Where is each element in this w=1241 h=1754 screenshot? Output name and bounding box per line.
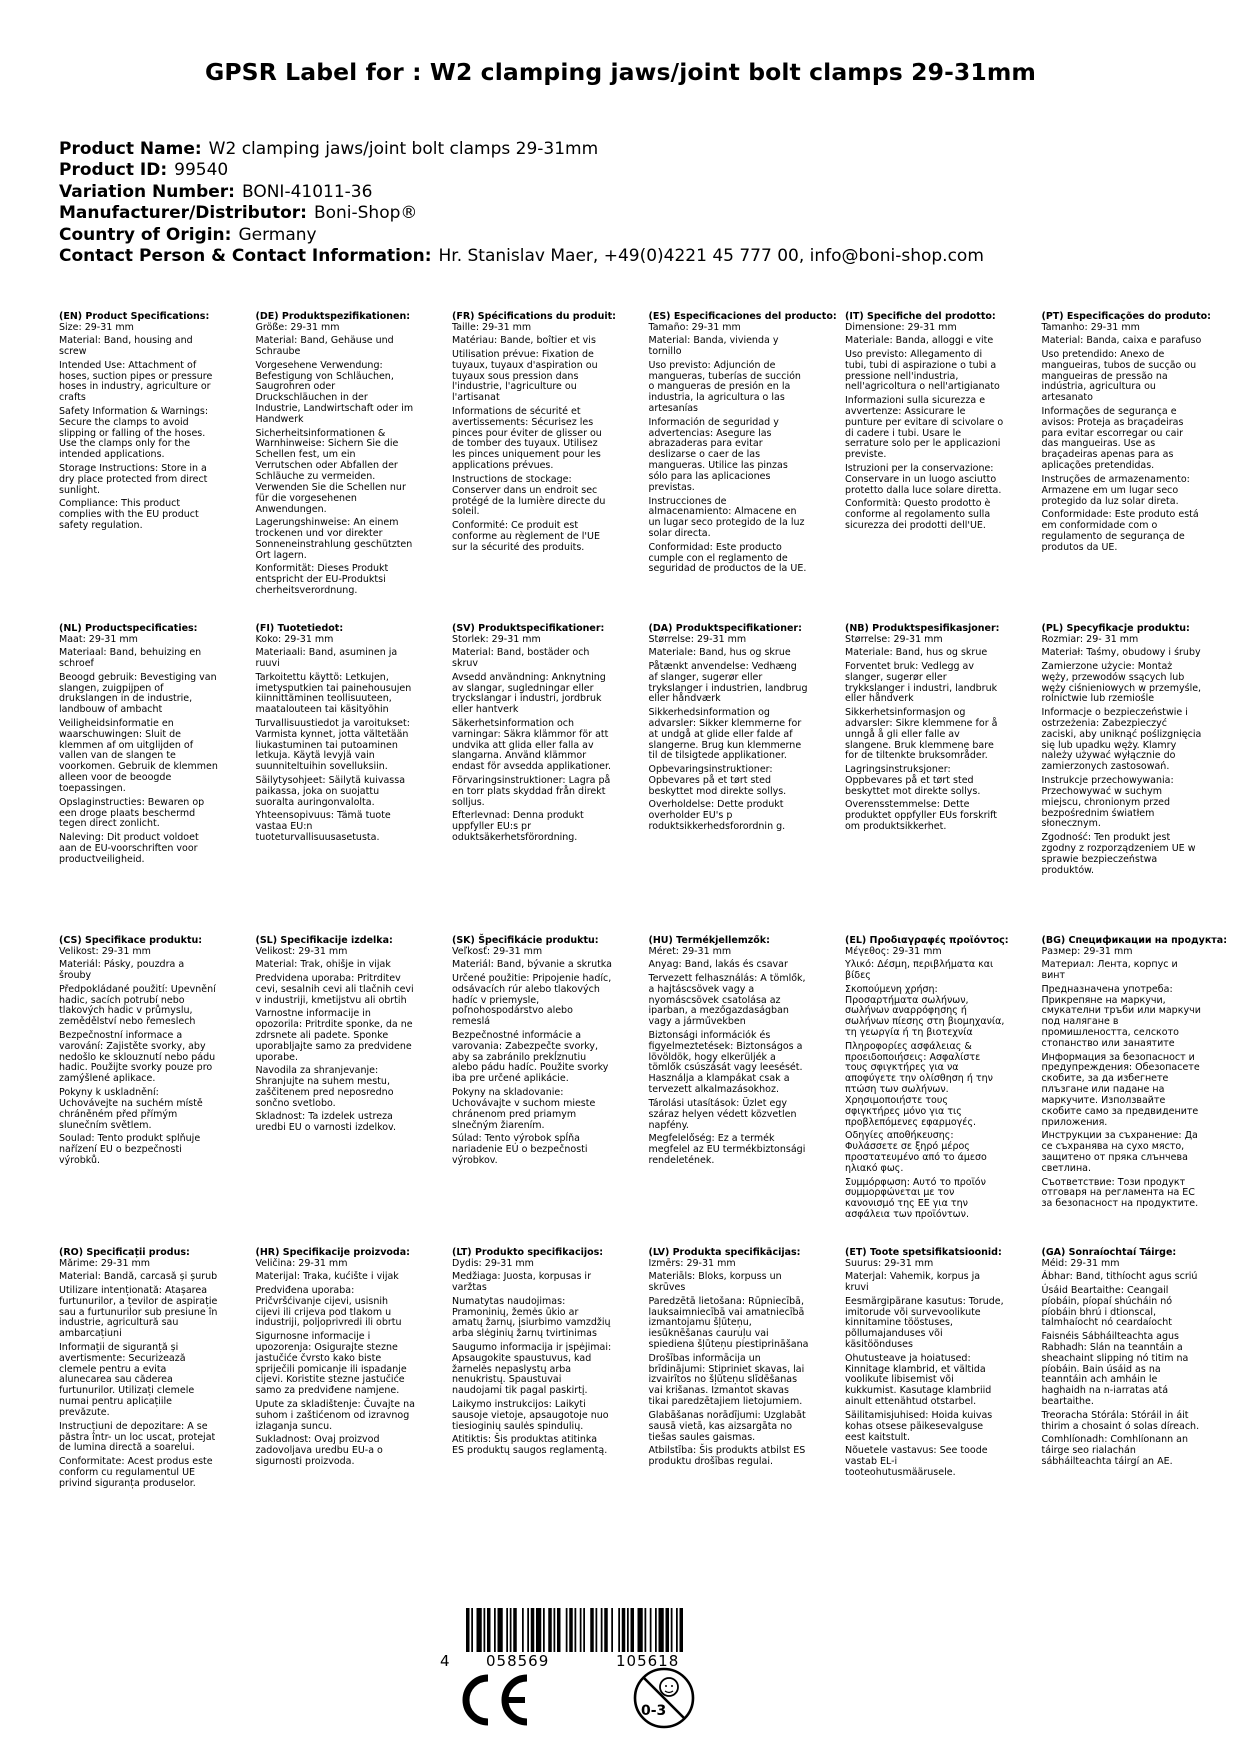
language-paragraph: Conformità: Questo prodotto è conforme al regolamento sulla sicurezza dei prodotti dell'UE. (845, 498, 991, 531)
language-heading: (EN) Product Specifications: (59, 311, 210, 322)
language-paragraph: Material: Band, bostäder och skruv (452, 647, 590, 670)
language-paragraph: Určené použitie: Pripojenie hadíc, odsávacích rúr alebo tlakových hadíc v priemysle, poľnohospodárstvo alebo remeslá (452, 972, 612, 1028)
barcode-bar (498, 1608, 503, 1652)
language-block (845, 935, 1009, 1224)
barcode-bar (671, 1608, 673, 1652)
language-paragraph: Nõuetele vastavus: See toode vastab EL-i tooteohutusmäärusele. (845, 1444, 988, 1478)
language-paragraph: Veiligheidsinformatie en waarschuwingen: Sluit de klemmen af om uitglijden of vallen van de slangen te voorkomen. Gebruik de klemmen alleen voor de beoogde toepassingen. (59, 717, 218, 795)
barcode-bar (557, 1608, 561, 1652)
product-info-row (59, 182, 984, 203)
language-row (59, 311, 1239, 597)
language-paragraph: Beoogd gebruik: Bevestiging van slangen, zuigpijpen of drukslangen in de industrie, landbouw of ambacht (59, 671, 217, 716)
language-paragraph: Conformité: Ce produit est conforme au règlement de l'UE sur la sécurité des produits. (452, 519, 600, 553)
barcode-bar (676, 1608, 678, 1652)
barcode-bar (590, 1608, 594, 1652)
language-paragraph: Navodila za shranjevanje: Shranjujte na suhem mestu, zaščitenem pred neposredno sončno svetlobo. (255, 1064, 394, 1109)
language-paragraph: Instrucciones de almacenamiento: Almacene en un lugar seco protegido de la luz solar directa. (648, 495, 805, 540)
language-block (256, 936, 416, 1136)
language-paragraph: Méid: 29-31 mm (1041, 1257, 1120, 1269)
language-paragraph: Varnostne informacije in opozorila: Pritrdite sponke, da ne zdrsnete ali padete. Sponke uporabljajte samo za predvidene uporabe. (255, 1007, 413, 1063)
language-block (256, 312, 416, 600)
language-paragraph: Koko: 29-31 mm (255, 633, 334, 645)
language-paragraph: Materijal: Traka, kućište i vijak (255, 1271, 399, 1283)
language-paragraph: Pokyny na skladovanie: Uchovávajte v suchom mieste chránenom pred priamym slnečným žiarením. (452, 1086, 596, 1131)
language-paragraph: Informations de sécurité et avertissements: Sécurisez les pinces pour éviter de glisser ou de tomber des tuyaux. Utilisez les pinces uniquement pour les applications prévues. (452, 405, 602, 472)
barcode-bar (666, 1608, 670, 1652)
language-block (649, 624, 809, 835)
language-paragraph: Materiaal: Band, behuizing en schroef (59, 647, 202, 670)
language-paragraph: Size: 29-31 mm (59, 321, 134, 333)
language-paragraph: Instrucțiuni de depozitare: A se păstra într- un loc uscat, protejat de lumina directă a soarelui. (59, 1420, 216, 1454)
product-info-value: 99540 (174, 160, 229, 181)
language-paragraph: Предназначена употреба: Прикрепяне на маркучи, смукателни тръби или маркучи под налягане в промишлеността, селското стопанство или занаятите (1041, 983, 1201, 1050)
language-block (452, 624, 612, 846)
language-row (59, 935, 1239, 1221)
language-block (256, 1248, 416, 1470)
language-row (59, 624, 1239, 904)
language-heading: (SV) Produktspecifikationer: (452, 623, 605, 634)
language-paragraph: Информация за безопасност и предупреждения: Обезопасете скобите, за да избегнете плъзгане или падане на маркучите. Използвайте скобите само за предвидените приложения. (1041, 1051, 1200, 1128)
language-paragraph: Anyag: Band, lakás és csavar (648, 959, 788, 971)
language-paragraph: Súlad: Tento výrobok spĺňa nariadenie EÚ o bezpečnosti výrobkov. (452, 1132, 588, 1166)
product-info-row (59, 246, 984, 267)
language-block (59, 624, 219, 868)
barcode-bar (484, 1608, 486, 1652)
language-paragraph: Lagringsinstruksjoner: Oppbevares på et tørt sted beskyttet mot direkte sollys. (845, 763, 981, 797)
language-paragraph: Izmērs: 29-31 mm (648, 1257, 736, 1269)
language-paragraph: Uso pretendido: Anexo de mangueiras, tubos de sucção ou mangueiras de pressão na indústria, agricultura ou artesanato (1041, 348, 1197, 404)
language-paragraph: Инструкции за съхранение: Да се съхранява на сухо място, защитено от пряка слънчева светлина. (1041, 1130, 1198, 1175)
language-heading: (LV) Produkta specifikācijas: (648, 1247, 801, 1258)
language-heading: (EL) Προδιαγραφές προϊόντος: (845, 935, 1009, 946)
language-paragraph: Material: Band, housing and screw (59, 335, 193, 358)
barcode-bar (659, 1608, 664, 1652)
language-heading: (DE) Produktspezifikationen: (255, 311, 411, 322)
barcode-bar (487, 1608, 491, 1652)
barcode-bar (566, 1608, 568, 1652)
language-paragraph: Tervezett felhasználás: A tömlők, a hajtáscsövek vagy a nyomáscsövek csatolása az iparban, a mezőgazdaságban vagy a járművekben (648, 972, 806, 1028)
language-block (59, 312, 219, 534)
page-title: GPSR Label for : W2 clamping jaws/joint bolt clamps 29-31mm (204, 58, 1037, 86)
language-paragraph: Safety Information & Warnings: Secure the clamps to avoid slipping or falling of the hoses. Use the clamps only for the intended applications. (59, 405, 209, 461)
language-paragraph: Größe: 29-31 mm (255, 321, 340, 333)
language-heading: (FI) Tuotetiedot: (255, 623, 344, 634)
language-paragraph: Størrelse: 29-31 mm (845, 633, 943, 645)
language-paragraph: Materiāls: Bloks, korpuss un skrūves (648, 1271, 782, 1294)
product-info-row (59, 203, 984, 224)
language-paragraph: Overholdelse: Dette produkt overholder EU's p roduktsikkerhedsforordnin g. (648, 799, 786, 832)
language-paragraph: Materiale: Band, hus og skrue (648, 647, 791, 659)
language-paragraph: Material: Band, Gehäuse und Schraube (255, 335, 394, 358)
language-paragraph: Conformitate: Acest produs este conform cu regulamentul UE privind siguranța produselor. (59, 1455, 213, 1489)
language-paragraph: Bezpečnostní informace a varování: Zajistěte svorky, aby nedošlo ke sklouznutí nebo pádu hadic. Použijte svorky pouze pro zamýšlené aplikace. (59, 1029, 216, 1085)
language-heading: (ET) Toote spetsifikatsioonid: (845, 1247, 1002, 1258)
language-paragraph: Drošības informācija un brīdinājumi: Stipriniet skavas, lai izvairītos no šļūteņu slīdēšanas vai krišanas. Izmantot skavas tikai paredzētajiem lietojumiem. (648, 1352, 805, 1408)
product-info-row (59, 160, 984, 181)
barcode-bar (596, 1608, 598, 1652)
barcode-bar (583, 1608, 585, 1652)
barcode-bar (631, 1608, 635, 1652)
language-paragraph: Soulad: Tento produkt splňuje nařízení EU o bezpečnosti výrobků. (59, 1132, 201, 1166)
ean-barcode (440, 1608, 710, 1668)
language-paragraph: Materiál: Band, bývanie a skrutka (452, 959, 612, 971)
language-paragraph: Informações de segurança e avisos: Proteja as braçadeiras para evitar escorregar ou cair das mangueiras. Use as braçadeiras apenas para as aplicações pretendidas. (1041, 405, 1184, 472)
language-block (1042, 624, 1202, 879)
language-row (59, 1248, 1239, 1528)
product-info-value: BONI-41011-36 (241, 181, 373, 202)
language-paragraph: Efterlevnad: Denna produkt uppfyller EU:s pr oduktsäkerhetsförordning. (452, 810, 584, 843)
language-block (649, 936, 809, 1169)
language-paragraph: Suurus: 29-31 mm (845, 1257, 934, 1269)
product-info-value: W2 clamping jaws/joint bolt clamps 29-31mm (208, 139, 599, 159)
language-paragraph: Påtænkt anvendelse: Vedhæng af slanger, sugerør eller trykslanger i industrien, landbrug eller håndværk (648, 660, 808, 705)
language-paragraph: Taille: 29-31 mm (452, 321, 532, 333)
language-heading: (PL) Specyfikacje produktu: (1041, 623, 1190, 634)
language-paragraph: Veľkosť: 29-31 mm (452, 945, 543, 957)
product-info-row (59, 139, 984, 160)
product-info-value: Germany (238, 224, 317, 245)
age-label: 0-3 (641, 1703, 667, 1719)
language-block (452, 936, 612, 1169)
language-paragraph: Opbevaringsinstruktioner: Opbevares på et tørt sted beskyttet mod direkte sollys. (648, 763, 787, 797)
language-paragraph: Sigurnosne informacije i upozorenja: Osigurajte stezne jastučiće čvrsto kako biste spriječili pomicanje ili ispadanje cijevi. Koristite stezne jastučiće samo za predviđene namjene. (255, 1330, 407, 1397)
barcode-bar (543, 1608, 545, 1652)
language-paragraph: Säkerhetsinformation och varningar: Säkra klämmor för att undvika att glida eller falla av slangarna. Använd klämmor endast för avsedda applikationer. (452, 717, 612, 773)
language-paragraph: Skladnost: Ta izdelek ustreza uredbi EU o varnosti izdelkov. (255, 1111, 396, 1133)
barcode-bar (527, 1608, 529, 1652)
language-block (452, 1248, 612, 1459)
language-paragraph: Medžiaga: Juosta, korpusas ir varžtas (452, 1271, 591, 1294)
product-info (59, 139, 984, 267)
language-paragraph: Yhteensopivuus: Tämä tuote vastaa EU:n tuoteturvallisuusasetusta. (255, 810, 391, 843)
language-block (648, 311, 837, 578)
language-paragraph: Zamierzone użycie: Montaż węży, przewodów ssących lub węży ciśnieniowych w przemyśle, rolnictwie lub rzemiośle (1041, 660, 1202, 705)
barcode-bar (536, 1608, 541, 1652)
language-heading: (NB) Produktspesifikasjoner: (845, 623, 1000, 634)
language-heading: (SK) Špecifikácie produktu: (452, 935, 599, 946)
language-paragraph: Material: Banda, caixa e parafuso (1041, 335, 1202, 347)
language-paragraph: Opslaginstructies: Bewaren op een droge plaats beschermd tegen direct zonlicht. (59, 796, 205, 830)
language-paragraph: Συμμόρφωση: Αυτό το προϊόν συμμορφώνεται με τον κανονισμό της ΕΕ για την ασφάλεια των προϊόντων. (845, 1176, 986, 1221)
product-info-label: Variation Number: (59, 181, 235, 202)
barcode-bar (513, 1608, 517, 1652)
language-paragraph: Sicherheitsinformationen & Warnhinweise: Sichern Sie die Schellen fest, um ein Verrutschen oder Abfallen der Schläuche zu vermeiden. Verwenden Sie die Schellen nur für die vorgesehenen Anwendungen. (255, 427, 406, 515)
product-info-value: Boni-Shop® (313, 203, 418, 224)
language-paragraph: Mărime: 29-31 mm (59, 1257, 151, 1269)
language-paragraph: Matériau: Bande, boîtier et vis (452, 335, 596, 347)
language-paragraph: Eesmärgipärane kasutus: Torude, imitorude või survevoolikute kinnitamine tööstuses, põllumajanduses või käsitöönduses (845, 1295, 1004, 1351)
language-paragraph: Forventet bruk: Vedlegg av slanger, sugerør eller trykkslanger i industri, landbruk eller håndverk (845, 660, 998, 705)
language-paragraph: Ábhar: Band, tithíocht agus scriú (1041, 1271, 1198, 1283)
language-paragraph: Conformidade: Este produto está em conformidade com o regulamento de segurança de produtos da UE. (1041, 508, 1199, 553)
language-paragraph: Dydis: 29-31 mm (452, 1257, 534, 1269)
language-paragraph: Información de seguridad y advertencias: Asegure las abrazaderas para evitar deslizarse o caer de las mangueras. Utilice las pinzas sólo para las aplicaciones previstas. (648, 416, 788, 494)
language-paragraph: Uso previsto: Adjunción de mangueras, tuberías de succión o mangueras de presión en la industria, la agricultura o las artesanías (648, 359, 801, 415)
language-paragraph: Biztonsági információk és figyelmeztetések: Biztonságos a lövöldök, hogy elkerüljék a tömlők csúszását vagy leesését. Használja a klampákat csak a tervezett alkalmazásokhoz. (648, 1029, 803, 1096)
language-paragraph: Utilisation prévue: Fixation de tuyaux, tuyaux d'aspiration ou tuyaux sous pression dans l'industrie, l'agriculture ou l'artisanat (452, 348, 598, 404)
language-heading: (CS) Specifikace produktu: (59, 935, 203, 946)
product-info-row (59, 225, 984, 246)
barcode-bar (466, 1608, 470, 1652)
barcode-bar (622, 1608, 626, 1652)
language-paragraph: Tamanho: 29-31 mm (1041, 321, 1140, 333)
language-paragraph: Compliance: This product complies with the EU product safety regulation. (59, 498, 199, 531)
language-paragraph: Saugumo informacija ir įspėjimai: Apsaugokite spaustuvus, kad žarnelės nepaslystų arba nenukristų. Spaustuvai naudojami tik pagal paskirtį. (452, 1341, 612, 1397)
language-paragraph: Materiaali: Band, asuminen ja ruuvi (255, 647, 398, 670)
product-info-label: Country of Origin: (59, 224, 232, 245)
language-heading: (LT) Produkto specifikacijos: (452, 1247, 604, 1258)
language-paragraph: Pokyny k uskladnění: Uchovávejte na suchém místě chráněném před přímým slunečním světlem. (59, 1086, 203, 1131)
language-paragraph: Materiál: Pásky, pouzdra a šrouby (59, 959, 185, 982)
language-heading: (HU) Termékjellemzők: (648, 935, 770, 946)
language-paragraph: Predvidena uporaba: Pritrditev cevi, sesalnih cevi ali tlačnih cevi v industriji, kmetijstvu ali obrtih (255, 972, 414, 1006)
language-paragraph: Materiał: Taśmy, obudowy i śruby (1041, 647, 1201, 659)
language-block (1042, 1248, 1202, 1470)
language-heading: (DA) Produktspecifikationer: (648, 623, 802, 634)
barcode-bar (494, 1608, 496, 1652)
language-paragraph: Instruções de armazenamento: Armazene em um lugar seco protegido da luz solar direta. (1041, 473, 1190, 507)
language-paragraph: Informacje o bezpieczeństwie i ostrzeżenia: Zabezpieczyć zaciski, aby uniknąć poślizgnięcia się lub upadku węży. Klamry należy używać wyłącznie do zamierzonych zastosowań. (1041, 706, 1202, 773)
language-paragraph: Förvaringsinstruktioner: Lagra på en torr plats skyddad från direkt solljus. (452, 774, 611, 808)
barcode-digits-group1: 058569 (486, 1652, 550, 1668)
language-paragraph: Material: Bandă, carcasă și șurub (59, 1271, 218, 1283)
language-paragraph: Μέγεθος: 29-31 mm (845, 945, 942, 957)
language-paragraph: Instrukcje przechowywania: Przechowywać w suchym miejscu, chronionym przed bezpośrednim światłem słonecznym. (1041, 774, 1174, 830)
language-paragraph: Materiale: Banda, alloggi e vite (845, 335, 994, 347)
language-paragraph: Konformität: Dieses Produkt entspricht der EU-Produktsi cherheitsverordnung. (255, 563, 389, 597)
language-paragraph: Intended Use: Attachment of hoses, suction pipes or pressure hoses in industry, agriculture or crafts (59, 359, 213, 404)
barcode-bar (575, 1608, 577, 1652)
language-paragraph: Säilytysohjeet: Säilytä kuivassa paikassa, joka on suojattu suoralta auringonvalolta. (255, 774, 406, 808)
language-paragraph: Laikymo instrukcijos: Laikyti sausoje vietoje, apsaugotoje nuo tiesioginių saulės spindulių. (452, 1398, 609, 1432)
barcode-bar (604, 1608, 608, 1652)
language-heading: (ES) Especificaciones del producto: (648, 311, 837, 322)
product-info-label: Manufacturer/Distributor: (59, 203, 307, 224)
product-info-label: Contact Person & Contact Information: (59, 246, 432, 267)
barcode-bar (680, 1608, 684, 1652)
language-paragraph: Předpokládané použití: Upevnění hadic, sacích potrubí nebo tlakových hadic v průmyslu, zemědělství nebo řemeslech (59, 983, 216, 1028)
barcode-bar (510, 1608, 512, 1652)
language-block (59, 1248, 219, 1492)
barcode-bar (548, 1608, 552, 1652)
language-paragraph: Rozmiar: 29- 31 mm (1041, 633, 1139, 645)
language-heading: (RO) Specificații produs: (59, 1247, 190, 1258)
language-paragraph: Πληροφορίες ασφάλειας & προειδοποιήσεις: Ασφαλίστε τους σφιγκτήρες για να αποφύγετε την ολίσθηση ή την πτώση των σωλήνων. Χρησιμοποιήστε τους σφιγκτήρες μόνο για τις προβλεπόμενες εφαρμογές. (845, 1040, 993, 1128)
age-warning-icon (632, 1666, 696, 1730)
language-paragraph: Sikkerhedsinformation og advarsler: Sikker klemmerne for at undgå at glide eller falde af slangerne. Brug kun klemmerne til de tilsigtede applikationer. (648, 706, 802, 762)
language-paragraph: Storlek: 29-31 mm (452, 633, 541, 645)
barcode-digit-first: 4 (440, 1652, 450, 1668)
language-paragraph: Uso previsto: Allegamento di tubi, tubi di aspirazione o tubi a pressione nell'industria, nell'agricoltura o nell'artigianato (845, 348, 1000, 393)
language-paragraph: Lagerungshinweise: An einem trockenen und vor direkter Sonneneinstrahlung geschützten Ort lagern. (255, 517, 413, 562)
language-paragraph: Faisnéis Sábháilteachta agus Rabhadh: Slán na teanntáin a sheachaint slipping nó titim na píobáin. Bain úsáid as na teanntáin ach amháin le haghaidh na n-iarratas atá beartaithe. (1041, 1330, 1189, 1408)
language-block (59, 936, 219, 1169)
language-paragraph: Säilitamisjuhised: Hoida kuivas kohas otsese päikesevalguse eest kaitstult. (845, 1409, 993, 1443)
language-paragraph: Ohutusteave ja hoiatused: Kinnitage klambrid, et vältida voolikute libisemist või kukkumist. Kasutage klambriid ainult ettenähtud otstarbel. (845, 1352, 992, 1408)
language-paragraph: Atitiktis: Šis produktas atitinka ES produktų saugos reglamentą. (452, 1434, 608, 1456)
language-paragraph: Material: Trak, ohišje in vijak (255, 959, 391, 971)
language-paragraph: Material: Banda, vivienda y tornillo (648, 335, 779, 358)
language-paragraph: Comhlíonadh: Comhlíonann an táirge seo rialachán sábháilteachta táirgí an AE. (1041, 1434, 1188, 1467)
barcode-bar (618, 1608, 620, 1652)
language-heading: (BG) Спецификации на продукта: (1041, 935, 1228, 946)
language-paragraph: Atbilstība: Šis produkts atbilst ES produktu drošības regulai. (648, 1444, 806, 1467)
language-paragraph: Материал: Лента, корпус и винт (1041, 959, 1178, 982)
barcode-bar (554, 1608, 556, 1652)
language-paragraph: Størrelse: 29-31 mm (648, 633, 747, 645)
language-paragraph: Avsedd användning: Anknytning av slangar, sugledningar eller tryckslangar i industri, jordbruk eller hantverk (452, 671, 606, 716)
language-paragraph: Tarkoitettu käyttö: Letkujen, imetysputkien tai painehousujen kiinnittäminen teollisuuteen, maatalouteen tai käsityöhin (255, 671, 412, 716)
language-paragraph: Utilizare intenționată: Atașarea furtunurilor, a țevilor de aspirație sau a furtunurilor sub presiune în industrie, agricultură sau ambarcațiuni (59, 1284, 218, 1340)
language-paragraph: Úsáid Beartaithe: Ceangail píobáin, píopaí shúcháin nó píobáin bhrú i dtionscal, talmhaíocht nó ceardaíocht (1041, 1284, 1173, 1329)
language-paragraph: Informazioni sulla sicurezza e avvertenze: Assicurare le punture per evitare di scivolare o di cadere i tubi. Usare le serrature solo per le applicazioni previste. (845, 394, 1004, 461)
language-paragraph: Bezpečnostné informácie a varovania: Zabezpečte svorky, aby sa zabránilo prekĺznutiu alebo pádu hadíc. Použite svorky iba pre určené aplikácie. (452, 1029, 609, 1085)
barcode-bar (506, 1608, 508, 1652)
language-paragraph: Instructions de stockage: Conserver dans un endroit sec protégé de la lumière directe du soleil. (452, 473, 606, 518)
barcode-bar (471, 1608, 473, 1652)
barcode-bar (569, 1608, 573, 1652)
language-paragraph: Glabāšanas norādījumi: Uzglabāt sausā vietā, kas aizsargāta no tiešas saules gaismas. (648, 1409, 806, 1443)
language-heading: (NL) Productspecificaties: (59, 623, 198, 634)
barcode-bars (466, 1608, 683, 1652)
language-block (452, 311, 616, 556)
language-paragraph: Materiale: Band, hus og skrue (845, 647, 988, 659)
barcode-bar (655, 1608, 657, 1652)
language-paragraph: Maat: 29-31 mm (59, 633, 138, 645)
language-paragraph: Οδηγίες αποθήκευσης: Φυλάσσετε σε ξηρό μέρος προστατευμένο από το άμεσο ηλιακό φως. (845, 1130, 987, 1175)
language-paragraph: Velikost: 29-31 mm (255, 945, 348, 957)
barcode-bar (522, 1608, 524, 1652)
barcode-bar (638, 1608, 643, 1652)
barcode-bar (611, 1608, 613, 1652)
language-paragraph: Overensstemmelse: Dette produktet oppfyller EUs forskrift om produktsikkerhet. (845, 799, 998, 832)
barcode-bar (531, 1608, 535, 1652)
language-paragraph: Dimensione: 29-31 mm (845, 321, 957, 333)
language-paragraph: Размер: 29-31 mm (1041, 945, 1133, 957)
language-paragraph: Naleving: Dit product voldoet aan de EU-voorschriften voor productveiligheid. (59, 831, 199, 865)
language-paragraph: Съответствие: Този продукт отговаря на регламента на ЕС за безопасност на продуктите. (1041, 1176, 1199, 1210)
product-info-value: Hr. Stanislav Maer, +49(0)4221 45 777 00, info@boni-shop.com (438, 246, 984, 267)
language-paragraph: Velikost: 29-31 mm (59, 945, 151, 957)
language-heading: (GA) Sonraíochtaí Táirge: (1041, 1247, 1177, 1258)
barcode-bar (580, 1608, 582, 1652)
language-paragraph: Informații de siguranță și avertismente: Securizează clemele pentru a evita alunecarea sau căderea furtunurilor. Utilizați clemele numai pentru aplicațiile prevăzute. (59, 1341, 195, 1419)
language-paragraph: Υλικό: Δέσμη, περιβλήματα και βίδες (845, 959, 994, 982)
language-block (845, 312, 1005, 534)
language-paragraph: Istruzioni per la conservazione: Conservare in un luogo asciutto protetto dalla luce solare diretta. (845, 462, 1002, 496)
barcode-bar (601, 1608, 603, 1652)
language-heading: (IT) Specifiche del prodotto: (845, 311, 996, 322)
barcode-bar (645, 1608, 647, 1652)
language-paragraph: Materjal: Vahemik, korpus ja kruvi (845, 1271, 981, 1294)
barcode-digits-group2: 105618 (616, 1652, 680, 1668)
language-heading: (FR) Spécifications du produit: (452, 311, 616, 322)
product-info-label: Product ID: (59, 160, 168, 181)
language-paragraph: Méret: 29-31 mm (648, 945, 732, 957)
barcode-bar (627, 1608, 629, 1652)
language-block (1041, 311, 1211, 556)
language-paragraph: Predviđena uporaba: Pričvršćivanje cijevi, usisnih cijevi ili crijeva pod tlakom u industriji, poljoprivredi ili obrtu (255, 1284, 402, 1329)
language-paragraph: Numatytas naudojimas: Pramoninių, žemės ūkio ar amatų žarnų, įsiurbimo vamzdžių arba slėginių žarnų tvirtinimas (452, 1295, 611, 1340)
language-paragraph: Treoracha Stórála: Stóráil in áit thirim a chosaint ó solas díreach. (1041, 1409, 1200, 1432)
language-paragraph: Zgodność: Ten produkt jest zgodny z rozporządzeniem UE w sprawie bezpieczeństwa produktów. (1041, 831, 1196, 876)
language-paragraph: Turvallisuustiedot ja varoitukset: Varmista kynnet, jotta vältetään liukastuminen tai putoaminen letkuja. Käytä levyjä vain suunniteltuihin sovelluksiin. (255, 717, 410, 773)
language-heading: (SL) Specifikacije izdelka: (255, 935, 393, 946)
language-heading: (HR) Specifikacije proizvoda: (255, 1247, 410, 1258)
language-block (845, 624, 1005, 835)
language-paragraph: Upute za skladištenje: Čuvajte na suhom i zaštićenom od izravnog izlaganja suncu. (255, 1398, 415, 1432)
language-paragraph: Sikkerhetsinformasjon og advarsler: Sikre klemmene for å unngå å gli eller falle av slangene. Bruk klemmene bare for de tiltenkte bruksområder. (845, 706, 998, 762)
language-paragraph: Vorgesehene Verwendung: Befestigung von Schläuchen, Saugrohren oder Druckschläuchen in der Industrie, Landwirtschaft oder im Handwerk (255, 359, 414, 426)
language-block (845, 1248, 1005, 1481)
language-paragraph: Veličina: 29-31 mm (255, 1257, 348, 1269)
language-paragraph: Megfelelőség: Ez a termék megfelel az EU termékbiztonsági rendeletének. (648, 1132, 806, 1166)
language-paragraph: Tárolási utasítások: Üzlet egy száraz helyen védett közvetlen napfény. (648, 1097, 797, 1131)
language-paragraph: Paredzētā lietošana: Rūpniecībā, lauksaimniecībā vai amatniecībā izmantojamu šļūteņu, iesūknēšanas cauruļu vai spiediena šļūteņu piestiprināšana (648, 1295, 809, 1351)
language-block (1041, 935, 1228, 1213)
language-paragraph: Conformidad: Este producto cumple con el reglamento de seguridad de productos de la UE. (648, 541, 807, 575)
language-heading: (PT) Especificações do produto: (1041, 311, 1211, 322)
product-info-label: Product Name: (59, 139, 202, 159)
language-paragraph: Sukladnost: Ovaj proizvod zadovoljava uredbu EU-a o sigurnosti proizvoda. (255, 1434, 383, 1467)
barcode-bar (477, 1608, 482, 1652)
language-block (256, 624, 416, 846)
language-block (649, 1248, 809, 1470)
language-paragraph: Storage Instructions: Store in a dry place protected from direct sunlight. (59, 462, 208, 496)
barcode-bar (650, 1608, 652, 1652)
language-paragraph: Tamaño: 29-31 mm (648, 321, 741, 333)
ce-mark-icon (455, 1674, 533, 1726)
language-paragraph: Σκοπούμενη χρήση: Προσαρτήματα σωλήνων, σωλήνων αναρρόφησης ή σωλήνων πίεσης στη βιομηχανία, τη γεωργία ή τη βιοτεχνία (845, 983, 1005, 1039)
